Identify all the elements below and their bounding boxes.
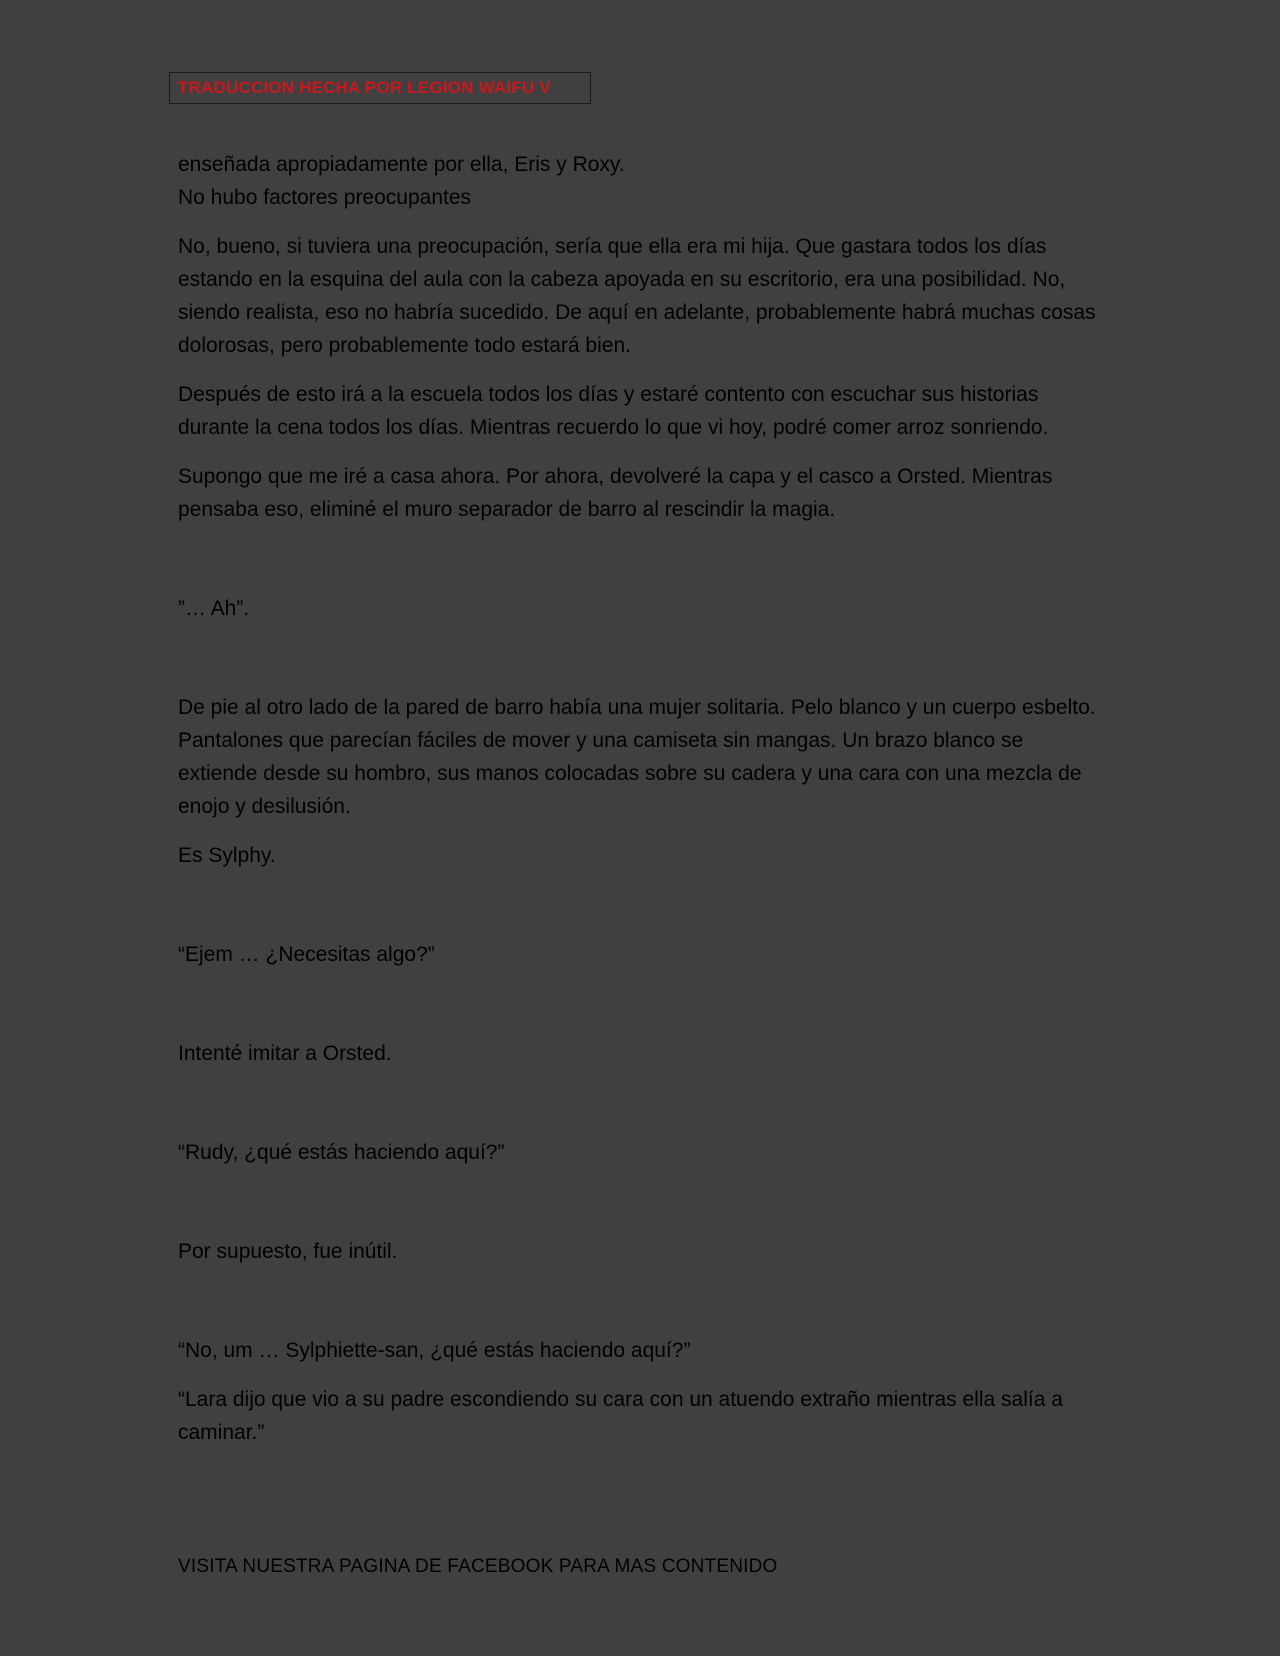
paragraph-2: No, bueno, si tuviera una preocupación, sería que ella era mi hija. Que gastara todos los días estando en la esquina del aula con la cabeza apoyada en su escritorio, era una posibilidad. No, siendo realista, eso no habría sucedido. De aquí en adelante, probablemente habrá muchas cosas dolorosas, pero probablemente todo estará bien. <box>178 235 1096 357</box>
paragraph-3: Después de esto irá a la escuela todos los días y estaré contento con escuchar sus historias durante la cena todos los días. Mientras recuerdo lo que vi hoy, podré comer arroz sonriendo. <box>178 383 1049 439</box>
paragraph-11: Por supuesto, fue inútil. <box>178 1240 398 1263</box>
paragraph-4: Supongo que me iré a casa ahora. Por ahora, devolveré la capa y el casco a Orsted. Mientras pensaba eso, eliminé el muro separador de barro al rescindir la magia. <box>178 465 1053 521</box>
facebook-promo-footer: VISITA NUESTRA PAGINA DE FACEBOOK PARA MAS CONTENIDO <box>178 1556 778 1577</box>
dialogue-ah: ”… Ah”. <box>178 597 250 620</box>
paragraph-7: Es Sylphy. <box>178 844 276 867</box>
paragraph-6: De pie al otro lado de la pared de barro había una mujer solitaria. Pelo blanco y un cuerpo esbelto. Pantalones que parecían fáciles de mover y una camiseta sin mangas. Un brazo blanco se extiende desde su hombro, sus manos colocadas sobre su cadera y una cara con una mezcla de enojo y desilusión. <box>178 696 1096 818</box>
translation-credit-box: TRADUCCION HECHA POR LEGION WAIFU V <box>169 72 591 104</box>
dialogue-sylphiette: “No, um … Sylphiette-san, ¿qué estás haciendo aquí?” <box>178 1339 691 1362</box>
paragraph-1: enseñada apropiadamente por ella, Eris y Roxy. No hubo factores preocupantes <box>178 153 625 209</box>
dialogue-rudy: “Rudy, ¿qué estás haciendo aquí?” <box>178 1141 505 1164</box>
dialogue-ejem: “Ejem … ¿Necesitas algo?” <box>178 943 435 966</box>
chapter-body <box>178 148 1098 1465</box>
paragraph-9: Intenté imitar a Orsted. <box>178 1042 392 1065</box>
dialogue-lara: “Lara dijo que vio a su padre escondiendo su cara con un atuendo extraño mientras ella salía a caminar.” <box>178 1388 1063 1444</box>
